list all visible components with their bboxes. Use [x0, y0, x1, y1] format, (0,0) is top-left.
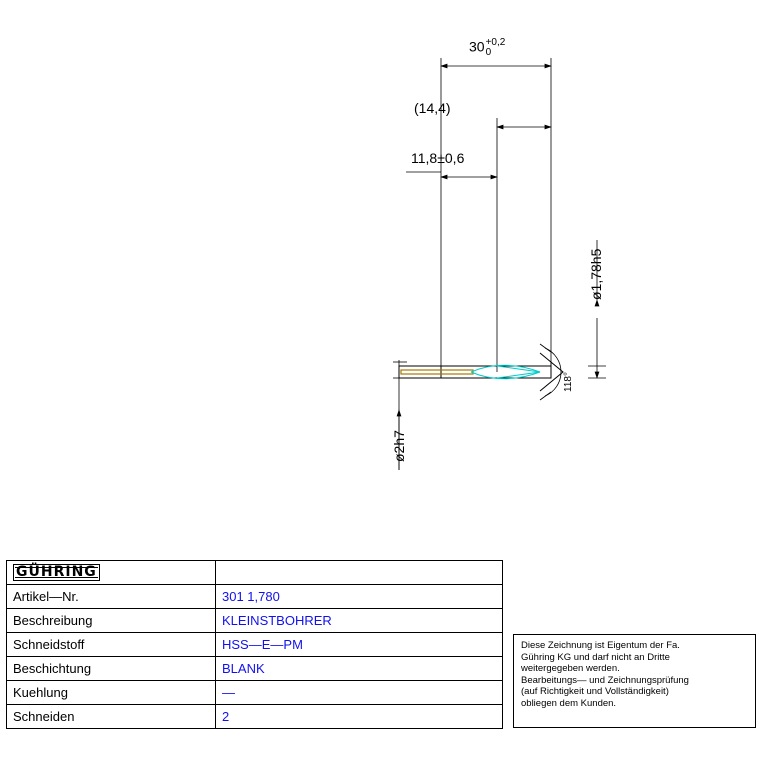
note-line: obliegen dem Kunden. [521, 697, 617, 709]
row-value-schneiden: 2 [216, 705, 503, 729]
table-row-logo [7, 561, 503, 585]
row-label-schneiden: Schneiden [7, 705, 216, 729]
table-row [7, 633, 503, 657]
row-value-artikel-nr: 301 1,780 [216, 585, 503, 609]
row-label-beschreibung: Beschreibung [7, 609, 216, 633]
row-value-schneidstoff: HSS—E—PM [216, 633, 503, 657]
row-label-schneidstoff: Schneidstoff [7, 633, 216, 657]
dim-body-diameter: ø1,78h5 [588, 248, 604, 300]
dim-overall-length-value: 30 [469, 38, 485, 55]
dim-point-angle: 118° [563, 372, 574, 392]
row-label-beschichtung: Beschichtung [7, 657, 216, 681]
dim-reference-length: (14,4) [414, 100, 451, 116]
note-line: Gühring KG und darf nicht an Dritte [521, 651, 670, 663]
dim-overall-length [469, 38, 505, 58]
logo-cell [7, 561, 216, 585]
guhring-logo: GÜHRING [13, 564, 100, 581]
note-line: Bearbeitungs— und Zeichnungsprüfung [521, 674, 689, 686]
tool-info-table [6, 560, 503, 729]
table-row [7, 705, 503, 729]
tool-geometry [399, 128, 563, 400]
logo-row-value [216, 561, 503, 585]
note-line: weitergegeben werden. [521, 663, 620, 674]
table-row [7, 657, 503, 681]
legal-note-box [513, 634, 756, 728]
note-line: Diese Zeichnung ist Eigentum der Fa. [521, 640, 680, 651]
extension-lines [399, 58, 551, 470]
row-label-artikel-nr: Artikel—Nr. [7, 585, 216, 609]
dim-shank-diameter: ø2h7 [391, 430, 407, 462]
dimension-lines [393, 66, 606, 470]
row-value-beschreibung: KLEINSTBOHRER [216, 609, 503, 633]
table-row [7, 681, 503, 705]
dim-overall-length-tol-lower: 0 [485, 47, 492, 58]
flute-lines [471, 365, 540, 379]
note-line: (auf Richtigkeit und Vollständigkeit) [521, 686, 669, 697]
row-label-kuehlung: Kuehlung [7, 681, 216, 705]
row-value-beschichtung: BLANK [216, 657, 503, 681]
row-value-kuehlung: — [216, 681, 503, 705]
table-row [7, 585, 503, 609]
dim-flute-length: 11,8±0,6 [411, 150, 465, 166]
dim-overall-length-tol-upper: +0,2 [485, 37, 506, 48]
table-row [7, 609, 503, 633]
